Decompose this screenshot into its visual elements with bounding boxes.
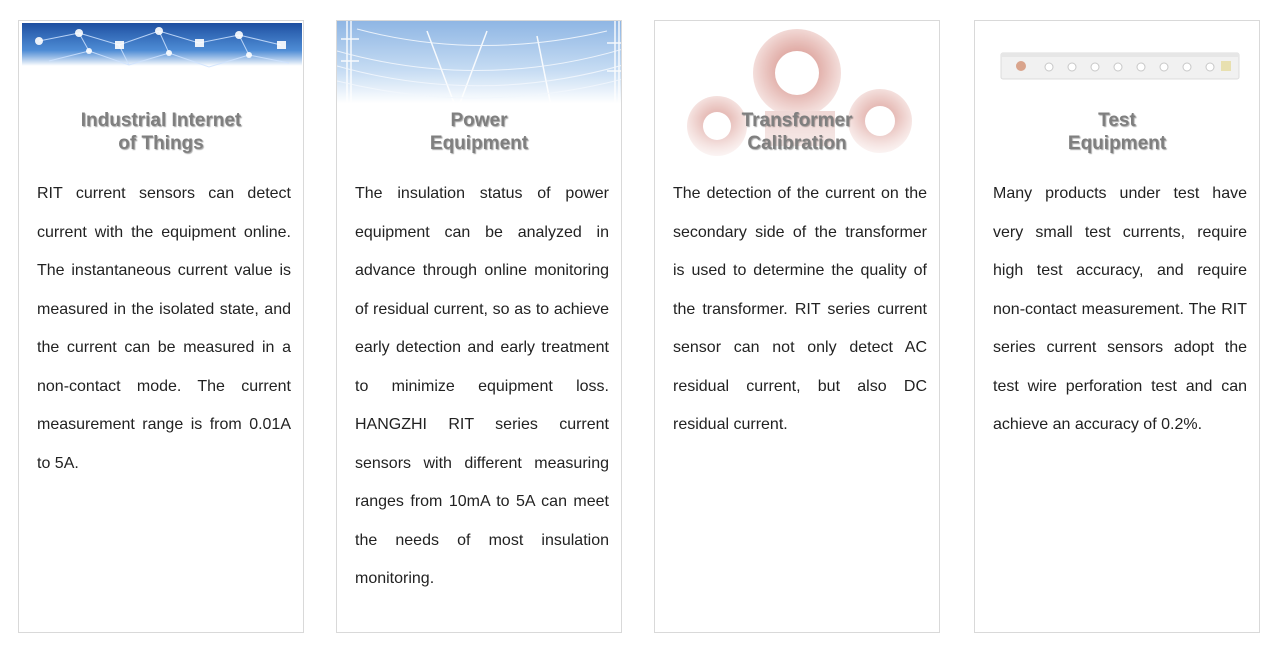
iot-banner-image bbox=[19, 21, 303, 181]
power-lines-banner-image bbox=[337, 21, 621, 181]
card-test-equipment bbox=[974, 20, 1260, 633]
card-description: RIT current sensors can detect current with the equipment online. The instantaneous current value is measured in the isolated state, and the current can be measured in a non-contact mode. The current measurement range is from 0.01A to 5A. bbox=[37, 185, 291, 472]
card-description: The insulation status of power equipment can be analyzed in advance through online monitoring of residual current, so as to achieve early detection and early treatment to minimize equipment loss. HANGZHI RIT series current sensors with different measuring ranges from 10mA to 5A can meet the needs of most insulation monitoring. bbox=[355, 185, 609, 587]
transformer-banner-image bbox=[655, 21, 939, 181]
card-title: Test Equipment bbox=[1067, 110, 1167, 154]
card-title: Transformer Calibration bbox=[741, 110, 853, 154]
card-power-equipment bbox=[336, 20, 622, 633]
iot-banner-text: IOT bbox=[129, 65, 193, 103]
card-title: Power Equipment bbox=[429, 110, 529, 154]
card-description: Many products under test have very small test currents, require high test accuracy, and require non-contact measurement. The RIT series current sensors adopt the test wire perforation test and can achieve an accuracy of 0.2%. bbox=[993, 185, 1247, 433]
card-title: Industrial Internet of Things bbox=[80, 110, 242, 154]
test-equipment-banner-image bbox=[975, 21, 1259, 181]
card-industrial-iot bbox=[18, 20, 304, 633]
card-description: The detection of the current on the secondary side of the transformer is used to determine the quality of the transformer. RIT series current sensor can not only detect AC residual current, but also DC residual current. bbox=[673, 185, 927, 433]
card-transformer-calibration bbox=[654, 20, 940, 633]
